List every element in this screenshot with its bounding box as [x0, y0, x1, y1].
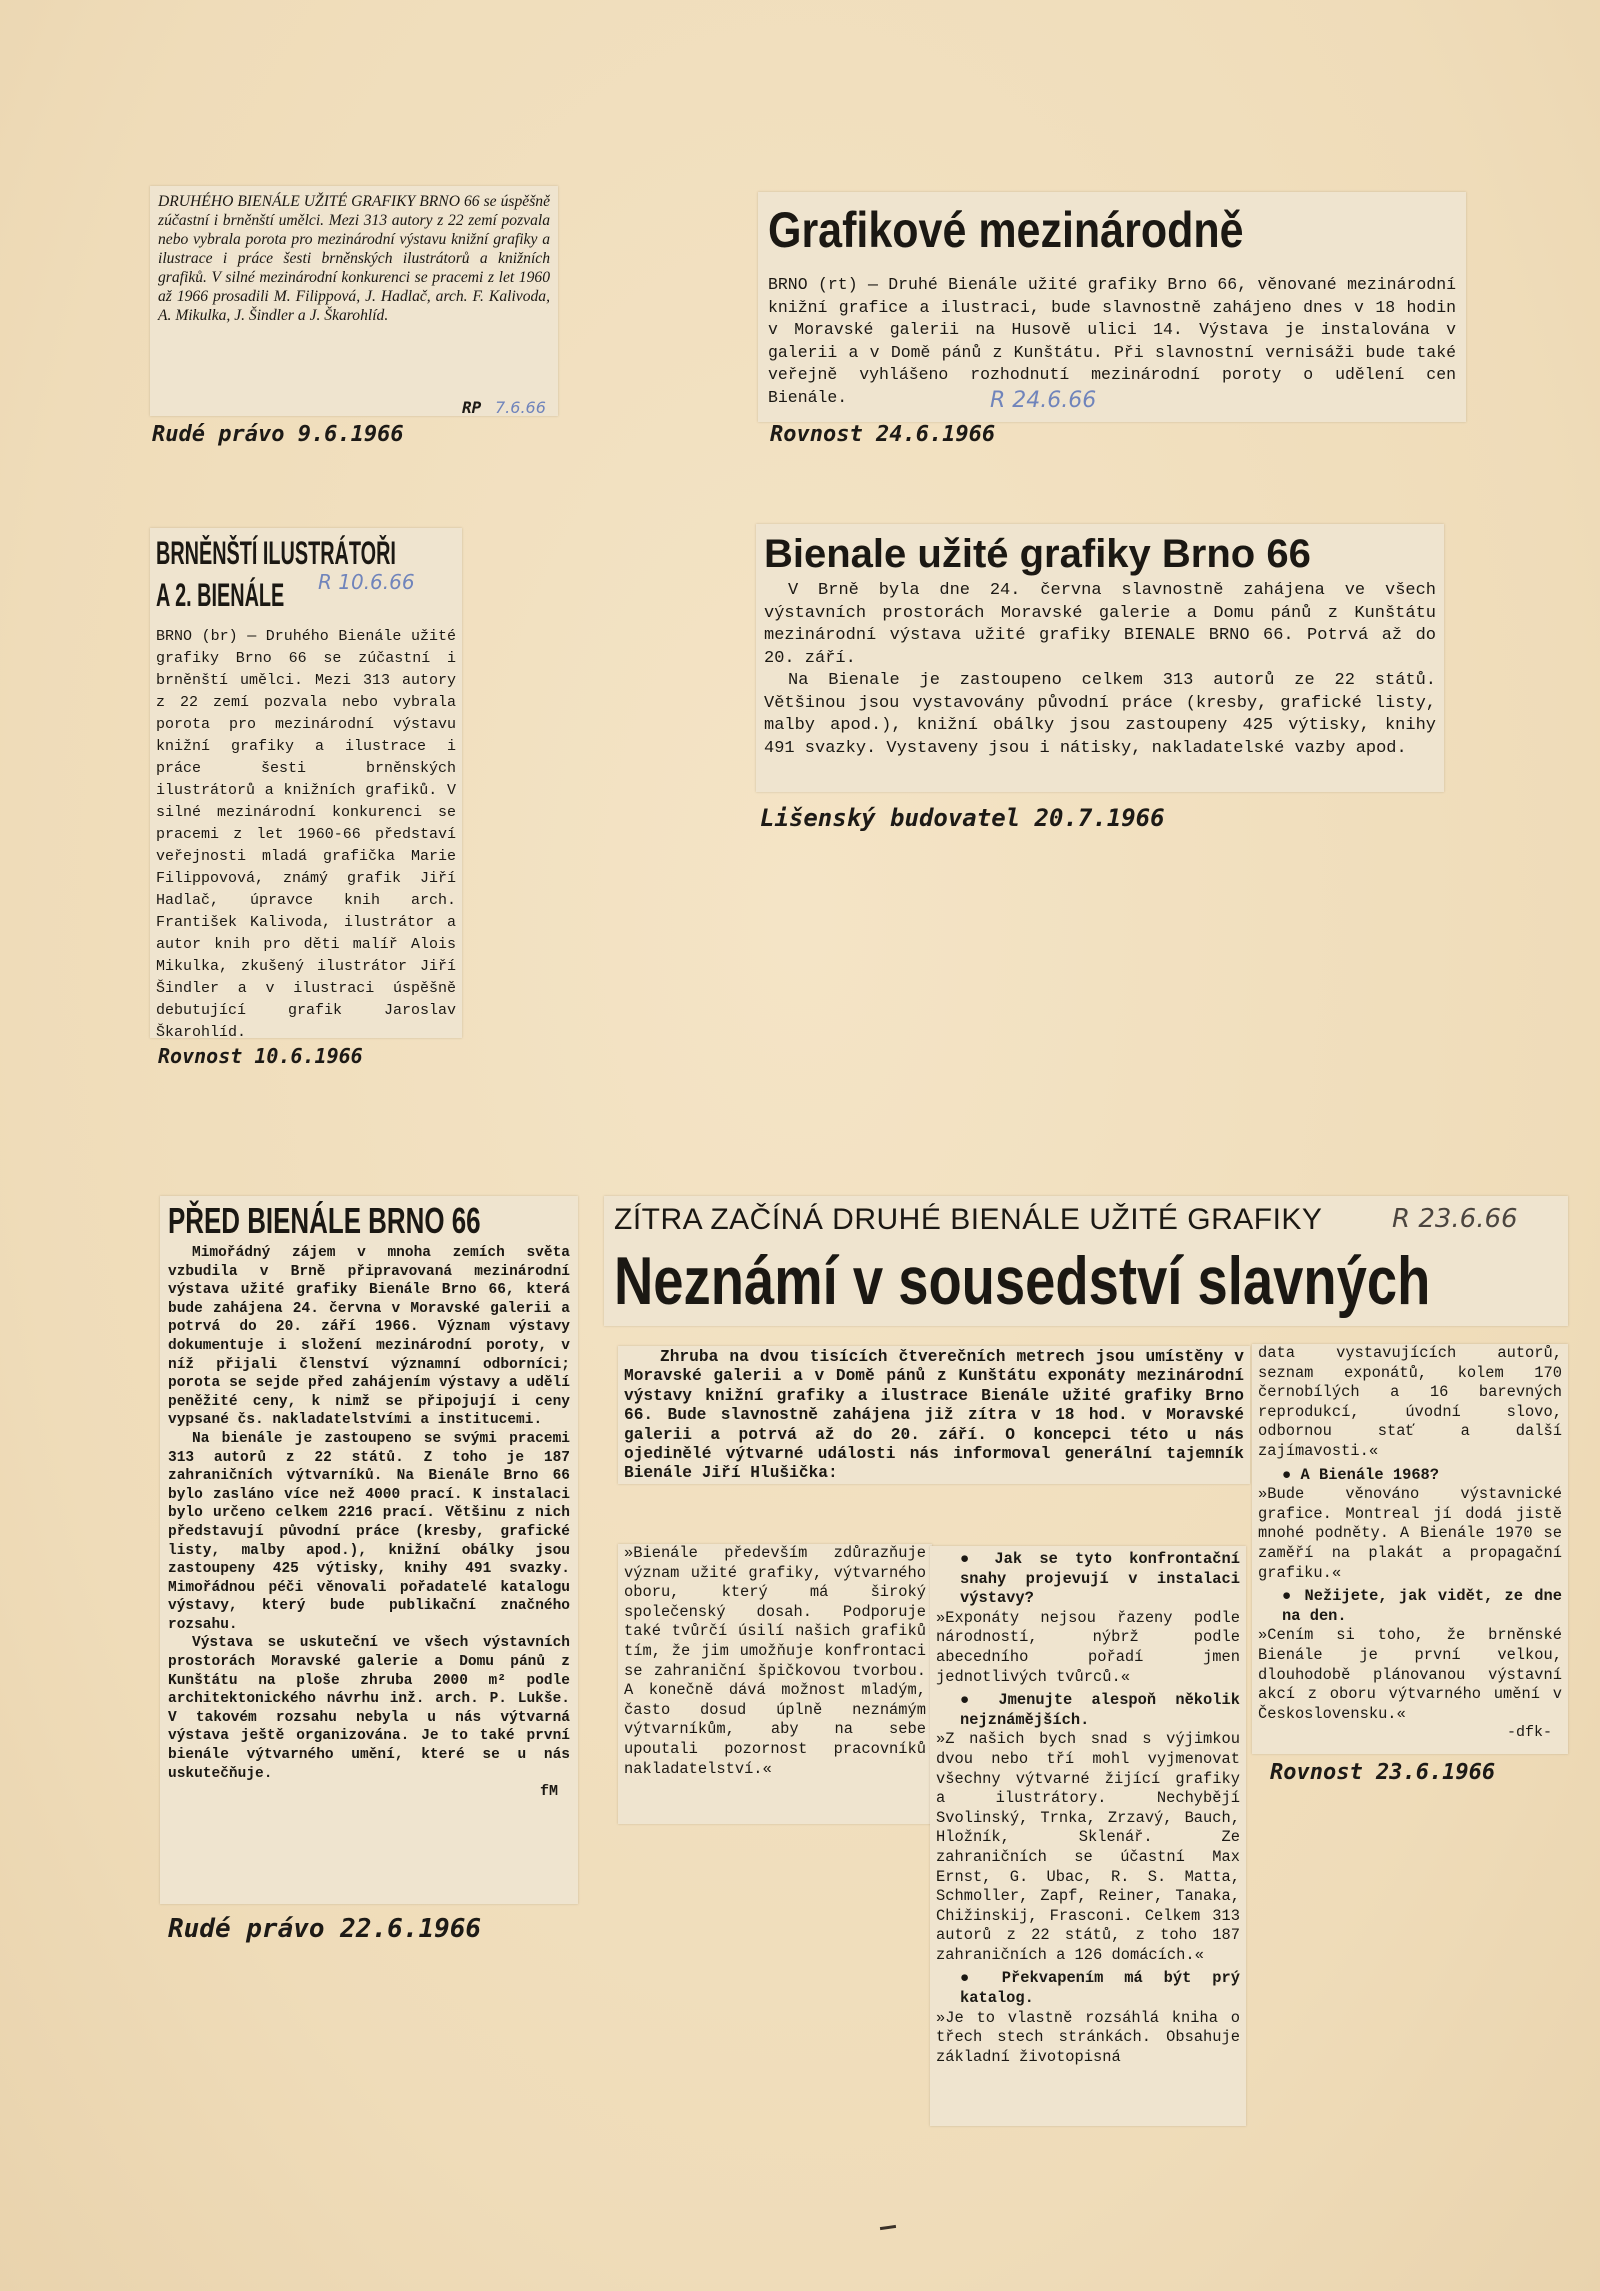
headline: Bienale užité grafiky Brno 66 [764, 532, 1311, 576]
source-note: Rudé právo 9.6.1966 [152, 422, 404, 447]
clipping-brnensti-ilustratori [150, 528, 462, 1038]
clipping-rude-pravo-1 [150, 186, 558, 416]
pencil-date: 7.6.66 [495, 398, 546, 417]
kicker: ZÍTRA ZAČÍNÁ DRUHÉ BIENÁLE UŽITÉ GRAFIKY [614, 1203, 1323, 1236]
author-sign: -dfk- [1506, 1724, 1552, 1742]
clipping-text: BRNO (br) — Druhého Bienále užité grafiky Brno 66 se zúčastní i brněnští umělci. Mezi 313 autory z 22 zemí pozvala nebo vybrala porota pro mezinárodní výstavu knižní grafiky a ilustrace i práce šesti brněnských ilustrátorů a knižních grafiků. V silné mezinárodní konkurenci se pracemi z let 1960-66 představí veřejnosti mladá grafička Marie Filippovová, známý grafik Jiří Hadlač, úpravce knih arch. František Kalivoda, ilustrátor a autor knih pro děti malíř Alois Mikulka, zkušený ilustrátor Jiří Šindler a v ilustraci úspěšně debutující grafik Jaroslav Škarohlíd. [156, 628, 456, 1038]
column-3 [1252, 1344, 1568, 1754]
headline: Grafikové mezinárodně [768, 202, 1244, 258]
column-2 [930, 1546, 1246, 2126]
question-1: ● Jak se tyto konfrontační snahy projevují v instalaci výstavy? [936, 1550, 1240, 1609]
headline-line-2: A 2. BIENÁLE [156, 577, 285, 613]
paragraph-3: Výstava se uskuteční ve všech výstavních prostorách Moravské galerie a Domu pánů z Kunštátu na ploše zhruba 2000 m² podle architektonického návrhu inž. arch. P. Lukše. V takovém rozsahu nebyla u nás výtvarná výstava ještě organizována. Je to také první bienále výtvarného umění, které se u nás uskutečňuje. [168, 1635, 570, 1782]
paragraph-1: V Brně byla dne 24. června slavnostně zahájena ve všech výstavních prostorách Moravské galerie a Domu pánů z Kunštátu mezinárodní výstava užité grafiky BIENALE BRNO 66. Potrvá až do 20. září. [764, 581, 1436, 668]
lead-text: Zhruba na dvou tisících čtverečních metrech jsou umístěny v Moravské galerii a v Domě pánů z Kunštátu exponáty mezinárodní výstavy knižní grafiky a ilustrace Bienále užité grafiky Brno 66. Bude slavnostně zahájena již zítra v 18 hod. v Moravské galerii a potrvá až do 20. září. O koncepci této u nás ojedinělé výtvarné události nás informoval generální tajemník Bienále Jiří Hlušička: [624, 1348, 1244, 1483]
question-4: ● A Bienále 1968? [1258, 1466, 1562, 1486]
source-note: Rovnost 10.6.1966 [158, 1044, 363, 1068]
ink-mark [880, 2225, 896, 2230]
lead-paragraph [618, 1346, 1250, 1484]
headline: PŘED BIENÁLE BRNO 66 [168, 1200, 481, 1241]
question-5: ● Nežijete, jak vidět, ze dne na den. [1258, 1587, 1562, 1626]
clipping-text: DRUHÉHO BIENÁLE UŽITÉ GRAFIKY BRNO 66 se úspěšně zúčastní i brněnští umělci. Mezi 313 autory z 22 zemí pozvala nebo vybrala porota pro mezinárodní výstavu knižní grafiky a ilustrace i práce šesti brněnských ilustrátorů a knižních grafiků. V silné mezinárodní konkurenci se pracemi z let 1960 až 1966 prosadili M. Filippová, J. Hadlač, arch. F. Kalivoda, A. Mikulka, J. Šindler a J. Škarohlíd. [158, 193, 550, 324]
column-1 [618, 1544, 932, 1824]
source-note: Rudé právo 22.6.1966 [168, 1914, 482, 1944]
column-text: data vystavujících autorů, seznam exponátů, kolem 170 černobílých a 16 barevných reprodukcí, úvodní slovo, odbornou stať a další zajímavosti.« [1258, 1344, 1562, 1460]
source-note: Lišenský budovatel 20.7.1966 [760, 804, 1165, 832]
clipping-bienale-uzite-grafiky [756, 524, 1444, 792]
source-note: Rovnost 23.6.1966 [1270, 1760, 1496, 1785]
pencil-date: R 23.6.66 [1392, 1204, 1518, 1234]
source-note: Rovnost 24.6.1966 [770, 422, 996, 447]
answer-5: »Cením si toho, že brněnské Bienále je první velkou, dlouhodobě plánovanou výstavní akcí z oboru výtvarného umění v Československu.« [1258, 1626, 1562, 1723]
headline-line-1: BRNĚNŠTÍ ILUSTRÁTOŘI [156, 535, 396, 571]
answer-3: »Je to vlastně rozsáhlá kniha o třech stech stránkách. Obsahuje základní životopisná [936, 2008, 1240, 2066]
paragraph-2: Na Bienale je zastoupeno celkem 313 autorů ze 22 států. Většinou jsou vystavovány původní práce (kresby, grafické listy, malby apod.), knižní obálky jsou zastoupeny 425 výtisky, knihy 491 svazky. Vystaveny jsou i nátisky, nakladatelské vazby apod. [764, 671, 1436, 758]
clipping-text: BRNO (rt) — Druhé Bienále užité grafiky Brno 66, věnované mezinárodní knižní grafice a ilustraci, bude slavnostně zahájeno dnes v 18 hodin v Moravské galerii na Husově ulici 14. Výstava je instalována v galerii a v Domě pánů z Kunštátu. Při slavnostní vernisáži bude také veřejně vyhlášeno rozhodnutí mezinárodní poroty o udělení cen Bienále. [768, 275, 1456, 407]
question-3: ● Překvapením má být prý katalog. [936, 1969, 1240, 2008]
question-2: ● Jmenujte alespoň několik nejznámějších. [936, 1691, 1240, 1730]
answer-1: »Exponáty nejsou řazeny podle národností, nýbrž podle abecedního pořadí jmen jednotlivých tvůrců.« [936, 1608, 1240, 1686]
paragraph-1: Mimořádný zájem v mnoha zemích světa vzbudila v Brně připravovaná mezinárodní výstava užité grafiky Bienále Brno 66, která bude zahájena 24. června v Moravské galerii a potrvá do 20. září 1966. Význam výstavy dokumentuje i složení mezinárodní poroty, v níž přijali členství významní odborníci; porota se sejde před zahájením výstavy a udělí peněžité ceny, k nimž se připojují i ceny vypsané čs. nakladatelstvími a institucemi. [168, 1245, 570, 1429]
headline: Neznámí v sousedství slavných [614, 1243, 1431, 1319]
pencil-date: R 10.6.66 [318, 570, 415, 594]
column-text: »Bienále především zdůrazňuje význam užité grafiky, výtvarného oboru, který má široký společenský dosah. Podporuje také tvůrčí úsilí našich grafiků tím, že jim umožňuje konfrontaci se zahraniční špičkovou tvorbou. A konečně dává možnost mladým, často dosud úplně neznámým výtvarníkům, aby na sebe upoutali pozornost pracovníků nakladatelství.« [624, 1544, 926, 1778]
clipping-pred-bienale [160, 1196, 578, 1904]
clipping-grafikove [758, 192, 1466, 422]
answer-4: »Bude věnováno výstavnické grafice. Montreal jí dodá jistě mnohé podněty. A Bienále 1970 se zaměří na plakát a propagační grafiku.« [1258, 1485, 1562, 1582]
answer-2: »Z našich bych snad s výjimkou dvou nebo tří mohl vyjmenovat všechny výtvarné žijící grafiky a ilustrátory. Nechybějí Svolinský, Trnka, Zrzavý, Bauch, Hložník, Sklenář. Ze zahraničních se účastní Max Ernst, G. Ubac, R. S. Matta, Schmoller, Zapf, Reiner, Tanaka, Chižinskij, Frasconi. Celkem 313 autorů z 22 států, z toho 187 zahraničních a 126 domácích.« [936, 1730, 1240, 1964]
pencil-date: R 24.6.66 [990, 388, 1097, 413]
rp-mark: RP [462, 398, 482, 417]
author-sign: fM [539, 1783, 558, 1801]
paragraph-2: Na bienále je zastoupeno se svými pracemi 313 autorů z 22 států. Z toho je 187 zahraničních výtvarníků. Na Bienále Brno 66 bylo zasláno více než 4000 prací. K instalaci bylo určeno celkem 2216 prací. Většinu z nich představují původní práce (kresby, grafické listy, malby apod.), knižní obálky jsou zastoupeny 425 výtisky, knihy 491 svazky. Mimořádnou péči věnovali pořadatelé katalogu výstavy, který bude publikační značného rozsahu. [168, 1430, 570, 1633]
